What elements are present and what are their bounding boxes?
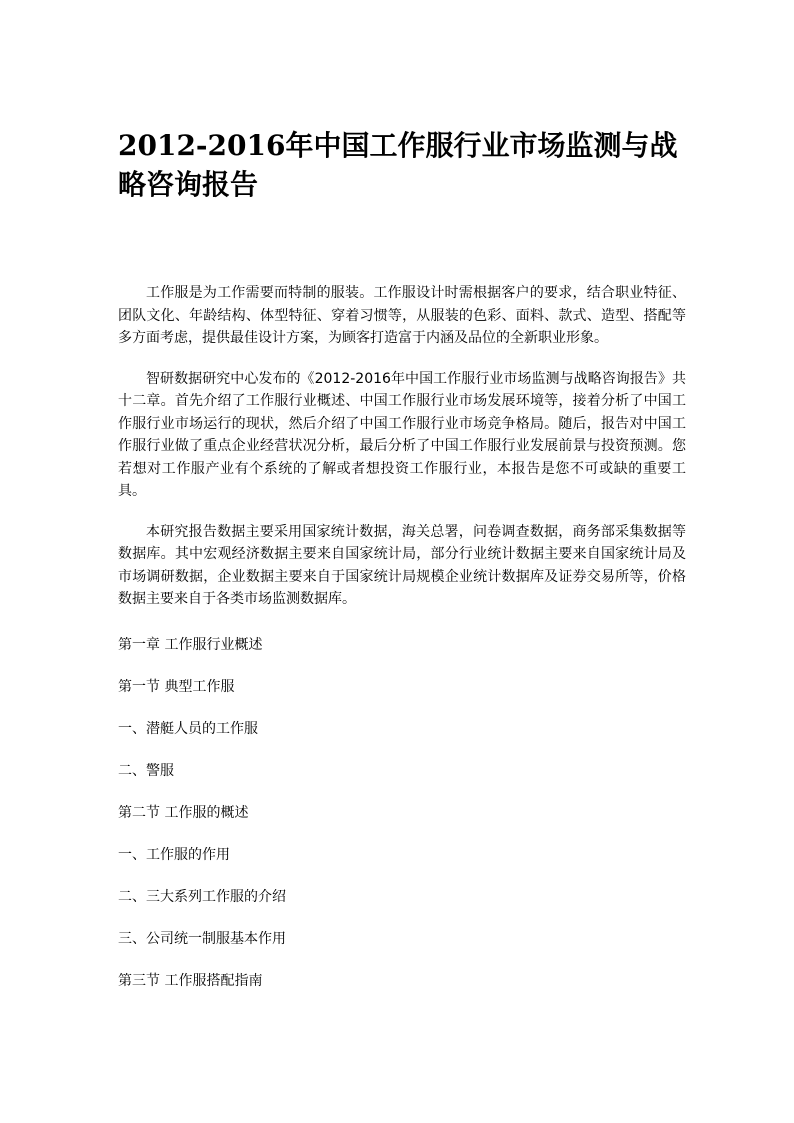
toc-section: 第二节 工作服的概述: [118, 805, 249, 821]
toc-subsection: 一、工作服的作用: [118, 847, 230, 863]
intro-paragraph: 工作服是为工作需要而特制的服装。工作服设计时需根据客户的要求，结合职业特征、团队文化、年龄结构、体型特征、穿着习惯等，从服装的色彩、面料、款式、造型、搭配等多方面考虑，提供最佳设计方案，为顾客打造富于内涵及品位的全新职业形象。: [118, 285, 686, 346]
toc-subsection: 三、公司统一制服基本作用: [118, 931, 286, 947]
document-title: 2012-2016年中国工作服行业市场监测与战略咨询报告: [118, 129, 678, 201]
toc-subsection: 二、三大系列工作服的介绍: [118, 889, 286, 905]
toc-subsection: 一、潜艇人员的工作服: [118, 721, 258, 737]
intro-section: [118, 282, 686, 629]
intro-paragraph: 智研数据研究中心发布的《2012-2016年中国工作服行业市场监测与战略咨询报告》共十二章。首先介绍了工作服行业概述、中国工作服行业市场发展环境等，接着分析了中国工作服行业市场运行的现状，然后介绍了中国工作服行业市场竞争格局。随后，报告对中国工作服行业做了重点企业经营状况分析，最后分析了中国工作服行业发展前景与投资预测。您若想对工作服产业有个系统的了解或者想投资工作服行业，本报告是您不可或缺的重要工具。: [118, 370, 686, 499]
toc-section: 第一节 典型工作服: [118, 679, 235, 695]
intro-paragraph: 本研究报告数据主要采用国家统计数据，海关总署，问卷调查数据，商务部采集数据等数据库。其中宏观经济数据主要来自国家统计局，部分行业统计数据主要来自国家统计局及市场调研数据，企业数据主要来自于国家统计局规模企业统计数据库及证券交易所等，价格数据主要来自于各类市场监测数据库。: [118, 523, 686, 607]
table-of-contents: [118, 634, 686, 1012]
toc-chapter: 第一章 工作服行业概述: [118, 637, 263, 653]
toc-subsection: 二、警服: [118, 763, 174, 779]
toc-section: 第三节 工作服搭配指南: [118, 973, 263, 989]
